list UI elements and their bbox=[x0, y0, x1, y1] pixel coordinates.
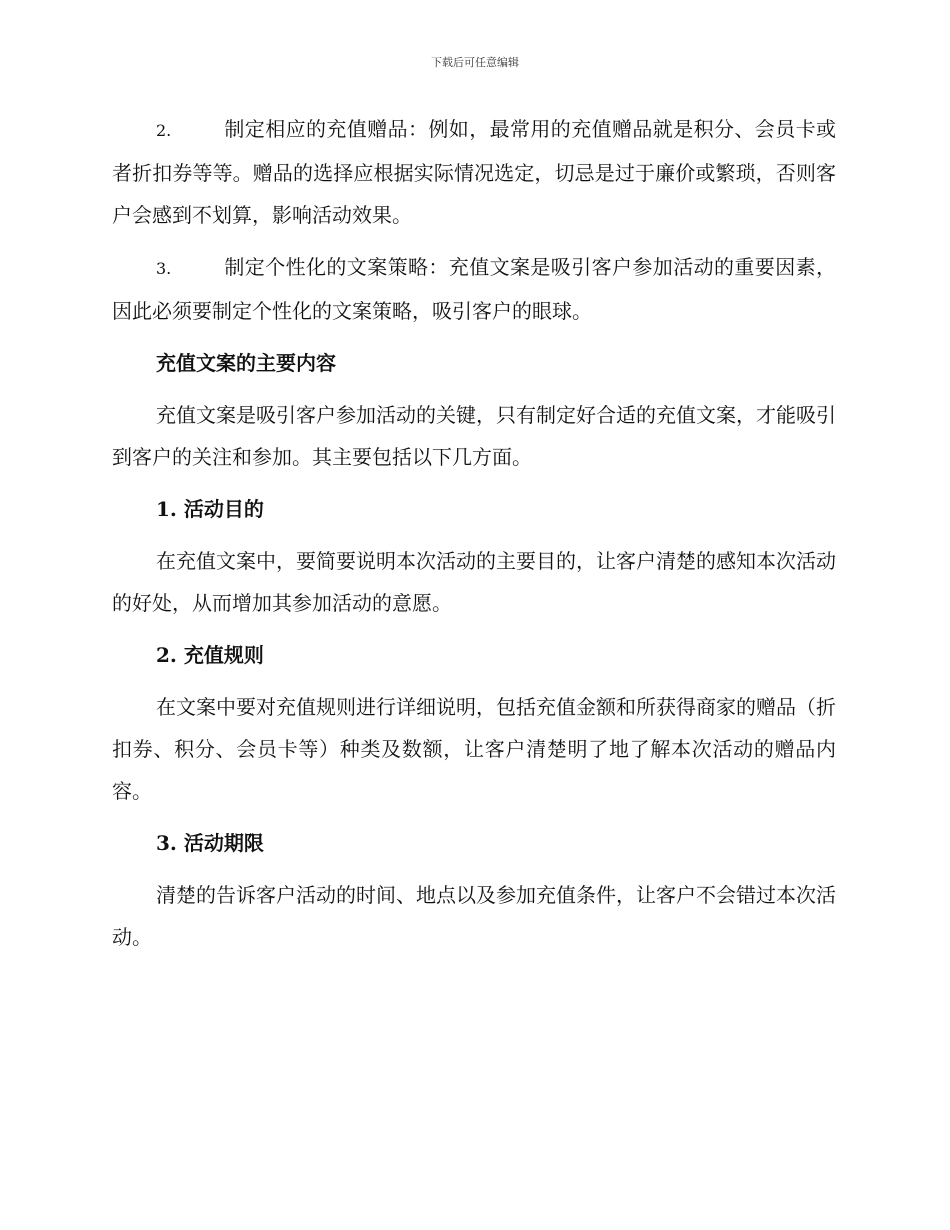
list-number: 3. bbox=[156, 259, 172, 278]
subsection-text-1: 在充值文案中，要简要说明本次活动的主要目的，让客户清楚的感知本次活动的好处，从而增加其参加活动的意愿。 bbox=[112, 549, 836, 615]
subsection-heading-3: 3. 活动期限 bbox=[156, 831, 264, 855]
list-item-3 bbox=[112, 246, 836, 332]
header-note: 下载后可任意编辑 bbox=[431, 56, 519, 69]
list-number: 2. bbox=[156, 121, 172, 140]
subsection-text-3: 清楚的告诉客户活动的时间、地点以及参加充值条件，让客户不会错过本次活动。 bbox=[112, 883, 836, 949]
list-item-2 bbox=[112, 108, 836, 236]
subsection-heading-2: 2. 充值规则 bbox=[156, 643, 264, 667]
subsection-text-2: 在文案中要对充值规则进行详细说明，包括充值金额和所获得商家的赠品（折扣券、积分、会员卡等）种类及数额，让客户清楚明了地了解本次活动的赠品内容。 bbox=[112, 695, 836, 803]
section-intro: 充值文案是吸引客户参加活动的关键，只有制定好合适的充值文案，才能吸引到客户的关注和参加。其主要包括以下几方面。 bbox=[112, 403, 836, 469]
section-heading: 充值文案的主要内容 bbox=[156, 351, 336, 375]
list-item-text: 制定个性化的文案策略：充值文案是吸引客户参加活动的重要因素，因此必须要制定个性化的文案策略，吸引客户的眼球。 bbox=[112, 255, 836, 323]
subsection-heading-1: 1. 活动目的 bbox=[156, 497, 264, 521]
list-item-text: 制定相应的充值赠品：例如，最常用的充值赠品就是积分、会员卡或者折扣券等等。赠品的选择应根据实际情况选定，切忌是过于廉价或繁琐，否则客户会感到不划算，影响活动效果。 bbox=[112, 117, 836, 227]
document-body bbox=[112, 108, 836, 958]
